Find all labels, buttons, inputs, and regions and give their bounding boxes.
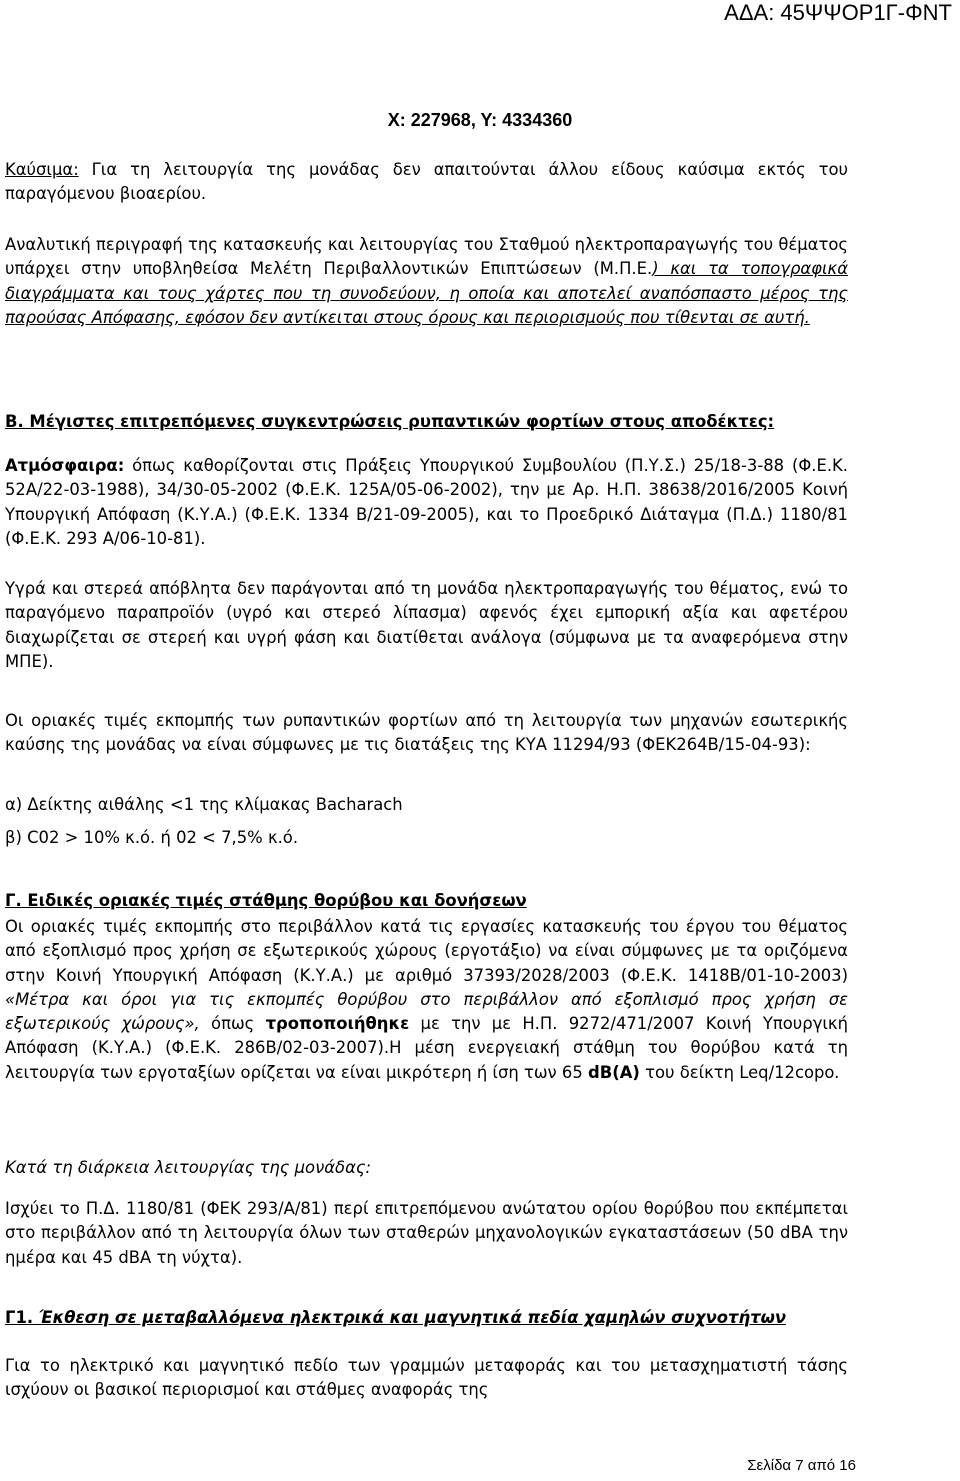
section-c-text-b: όπως — [199, 1014, 266, 1034]
fuel-paragraph — [5, 158, 848, 207]
section-c-unit: dB(A) — [587, 1062, 640, 1082]
section-b-title: Β. Μέγιστες επιτρεπόμενες συγκεντρώσεις ρυπαντικών φορτίων στους αποδέκτες: — [5, 412, 775, 431]
section-c-paragraph — [5, 915, 848, 1085]
section-g1-number: Γ1. — [5, 1308, 34, 1327]
section-g1-paragraph: Για το ηλεκτρικό και μαγνητικό πεδίο των γραμμών μεταφοράς και του μετασχηματιστή τάσης ισχύουν οι βασικοί περιορισμοί και στάθμες αναφοράς της — [5, 1356, 848, 1400]
analysis-paragraph — [5, 233, 848, 330]
page-number: Σελίδα 7 από 16 — [747, 1457, 856, 1474]
section-c-quote: «Μέτρα και όροι για τις εκπομπές θορύβου στο περιβάλλον από εξοπλισμό προς χρήση σε εξωτερικούς χώρους», — [5, 989, 848, 1034]
section-g1-title — [5, 1306, 848, 1330]
fuel-text: Για τη λειτουργία της μονάδας δεν απαιτούνται άλλου είδους καύσιμα εκτός του παραγόμενου βιοαερίου. — [5, 160, 848, 204]
emissions-intro: Οι οριακές τιμές εκπομπής των ρυπαντικών φορτίων από τη λειτουργία των μηχανών εσωτερικής καύσης της μονάδας να είναι σύμφωνες με τις διατάξεις της ΚΥΑ 11294/93 (ΦΕΚ264Β/15-04-93): — [5, 711, 848, 755]
section-c-title: Γ. Ειδικές οριακές τιμές στάθμης θορύβου και δονήσεων — [5, 891, 527, 910]
analysis-plain: Αναλυτική περιγραφή της κατασκευής και λειτουργίας του Σταθμού ηλεκτροπαραγωγής του θέματος υπάρχει στην υποβληθείσα Μελέτη Περιβαλλοντικών Επιπτώσεων (Μ.Π.Ε. — [5, 235, 849, 279]
section-g1-title-text: Έκθεση σε μεταβαλλόμενα ηλεκτρικά και μαγνητικά πεδία χαμηλών συχνοτήτων — [33, 1308, 786, 1327]
fuel-label: Καύσιμα: — [5, 160, 79, 179]
waste-paragraph: Υγρά και στερεά απόβλητα δεν παράγονται από τη μονάδα ηλεκτροπαραγωγής του θέματος, ενώ το παραγόμενο παραπροϊόν (υγρό και στερεό λίπασμα) αφενός έχει εμπορική αξία και αφετέρου διαχωρίζεται σε στερεή και υγρή φάση και διατίθεται ανάλογα (σύμφωνα με τα αναφερόμενα στην ΜΠΕ). — [5, 579, 848, 671]
ada-code: ΑΔΑ: 45ΨΨΟΡ1Γ-ΦΝΤ — [724, 0, 952, 25]
section-c-bold: τροποποιήθηκε — [265, 1014, 410, 1034]
section-c-text-c: με την με Η.Π. 9272/471/2007 Κοινή Υπουργική Απόφαση (Κ.Υ.Α.) (Φ.Ε.Κ. 286Β/02-03-2007).Η μέση ενεργειακή στάθμη του θορύβου κατά τη λειτουργία των εργοταξίων ορίζεται να είναι μικρότερη ή ίση των 65 — [5, 1014, 848, 1082]
coordinates: Χ: 227968, Υ: 4334360 — [387, 110, 573, 130]
atmosphere-text: όπως καθορίζονται στις Πράξεις Υπουργικού Συμβουλίου (Π.Υ.Σ.) 25/18-3-88 (Φ.Ε.Κ. 52Α/22-03-1988), 34/30-05-2002 (Φ.Ε.Κ. 125Α/05-06-2002), την με Αρ. Η.Π. 38638/2016/2005 Κοινή Υπουργική Απόφαση (Κ.Υ.Α.) (Φ.Ε.Κ. 1334 Β/21-09-2005), και το Προεδρικό Διάταγμα (Π.Δ.) 1180/81 (Φ.Ε.Κ. 293 Α/06-10-81). — [5, 456, 848, 548]
atmosphere-label: Ατμόσφαιρα: — [5, 456, 125, 475]
atmosphere-paragraph — [5, 454, 848, 551]
section-c-text-a: Οι οριακές τιμές εκπομπής στο περιβάλλον κατά τις εργασίες κατασκευής του έργου του θέματος από εξοπλισμό προς χρήση σε εξωτερικούς χώρους (εργοτάξιο) να είναι σύμφωνες με τα οριζόμενα στην Κοινή Υπουργική Απόφαση (Κ.Υ.Α.) με αριθμό 37393/2028/2003 (Φ.Ε.Κ. 1418Β/01-10-2003) — [5, 917, 848, 985]
emissions-item-b: β) C02 > 10% κ.ό. ή 02 < 7,5% κ.ό. — [5, 828, 299, 847]
analysis-italic: ) και τα τοπογραφικά διαγράμματα και τους χάρτες που τη συνοδεύουν, η οποία και αποτελεί αναπόσπαστο μέρος της παρούσας Απόφασης, εφόσον δεν αντίκειται στους όρους και περιορισμούς που τίθενται σε αυτή. — [5, 259, 849, 327]
operation-label: Κατά τη διάρκεια λειτουργίας της μονάδας: — [5, 1158, 372, 1177]
section-c-text-d: του δείκτη Leq/12copo. — [639, 1062, 840, 1082]
operation-paragraph: Ισχύει το Π.Δ. 1180/81 (ΦΕΚ 293/Α/81) περί επιτρεπόμενου ανώτατου ορίου θορύβου που εκπέμπεται στο περιβάλλον από τη λειτουργία όλων των σταθερών μηχανολογικών εγκαταστάσεων (50 dBA την ημέρα και 45 dBA τη νύχτα). — [5, 1199, 848, 1267]
emissions-item-a: α) Δείκτης αιθάλης <1 της κλίμακας Bacharach — [5, 795, 403, 814]
